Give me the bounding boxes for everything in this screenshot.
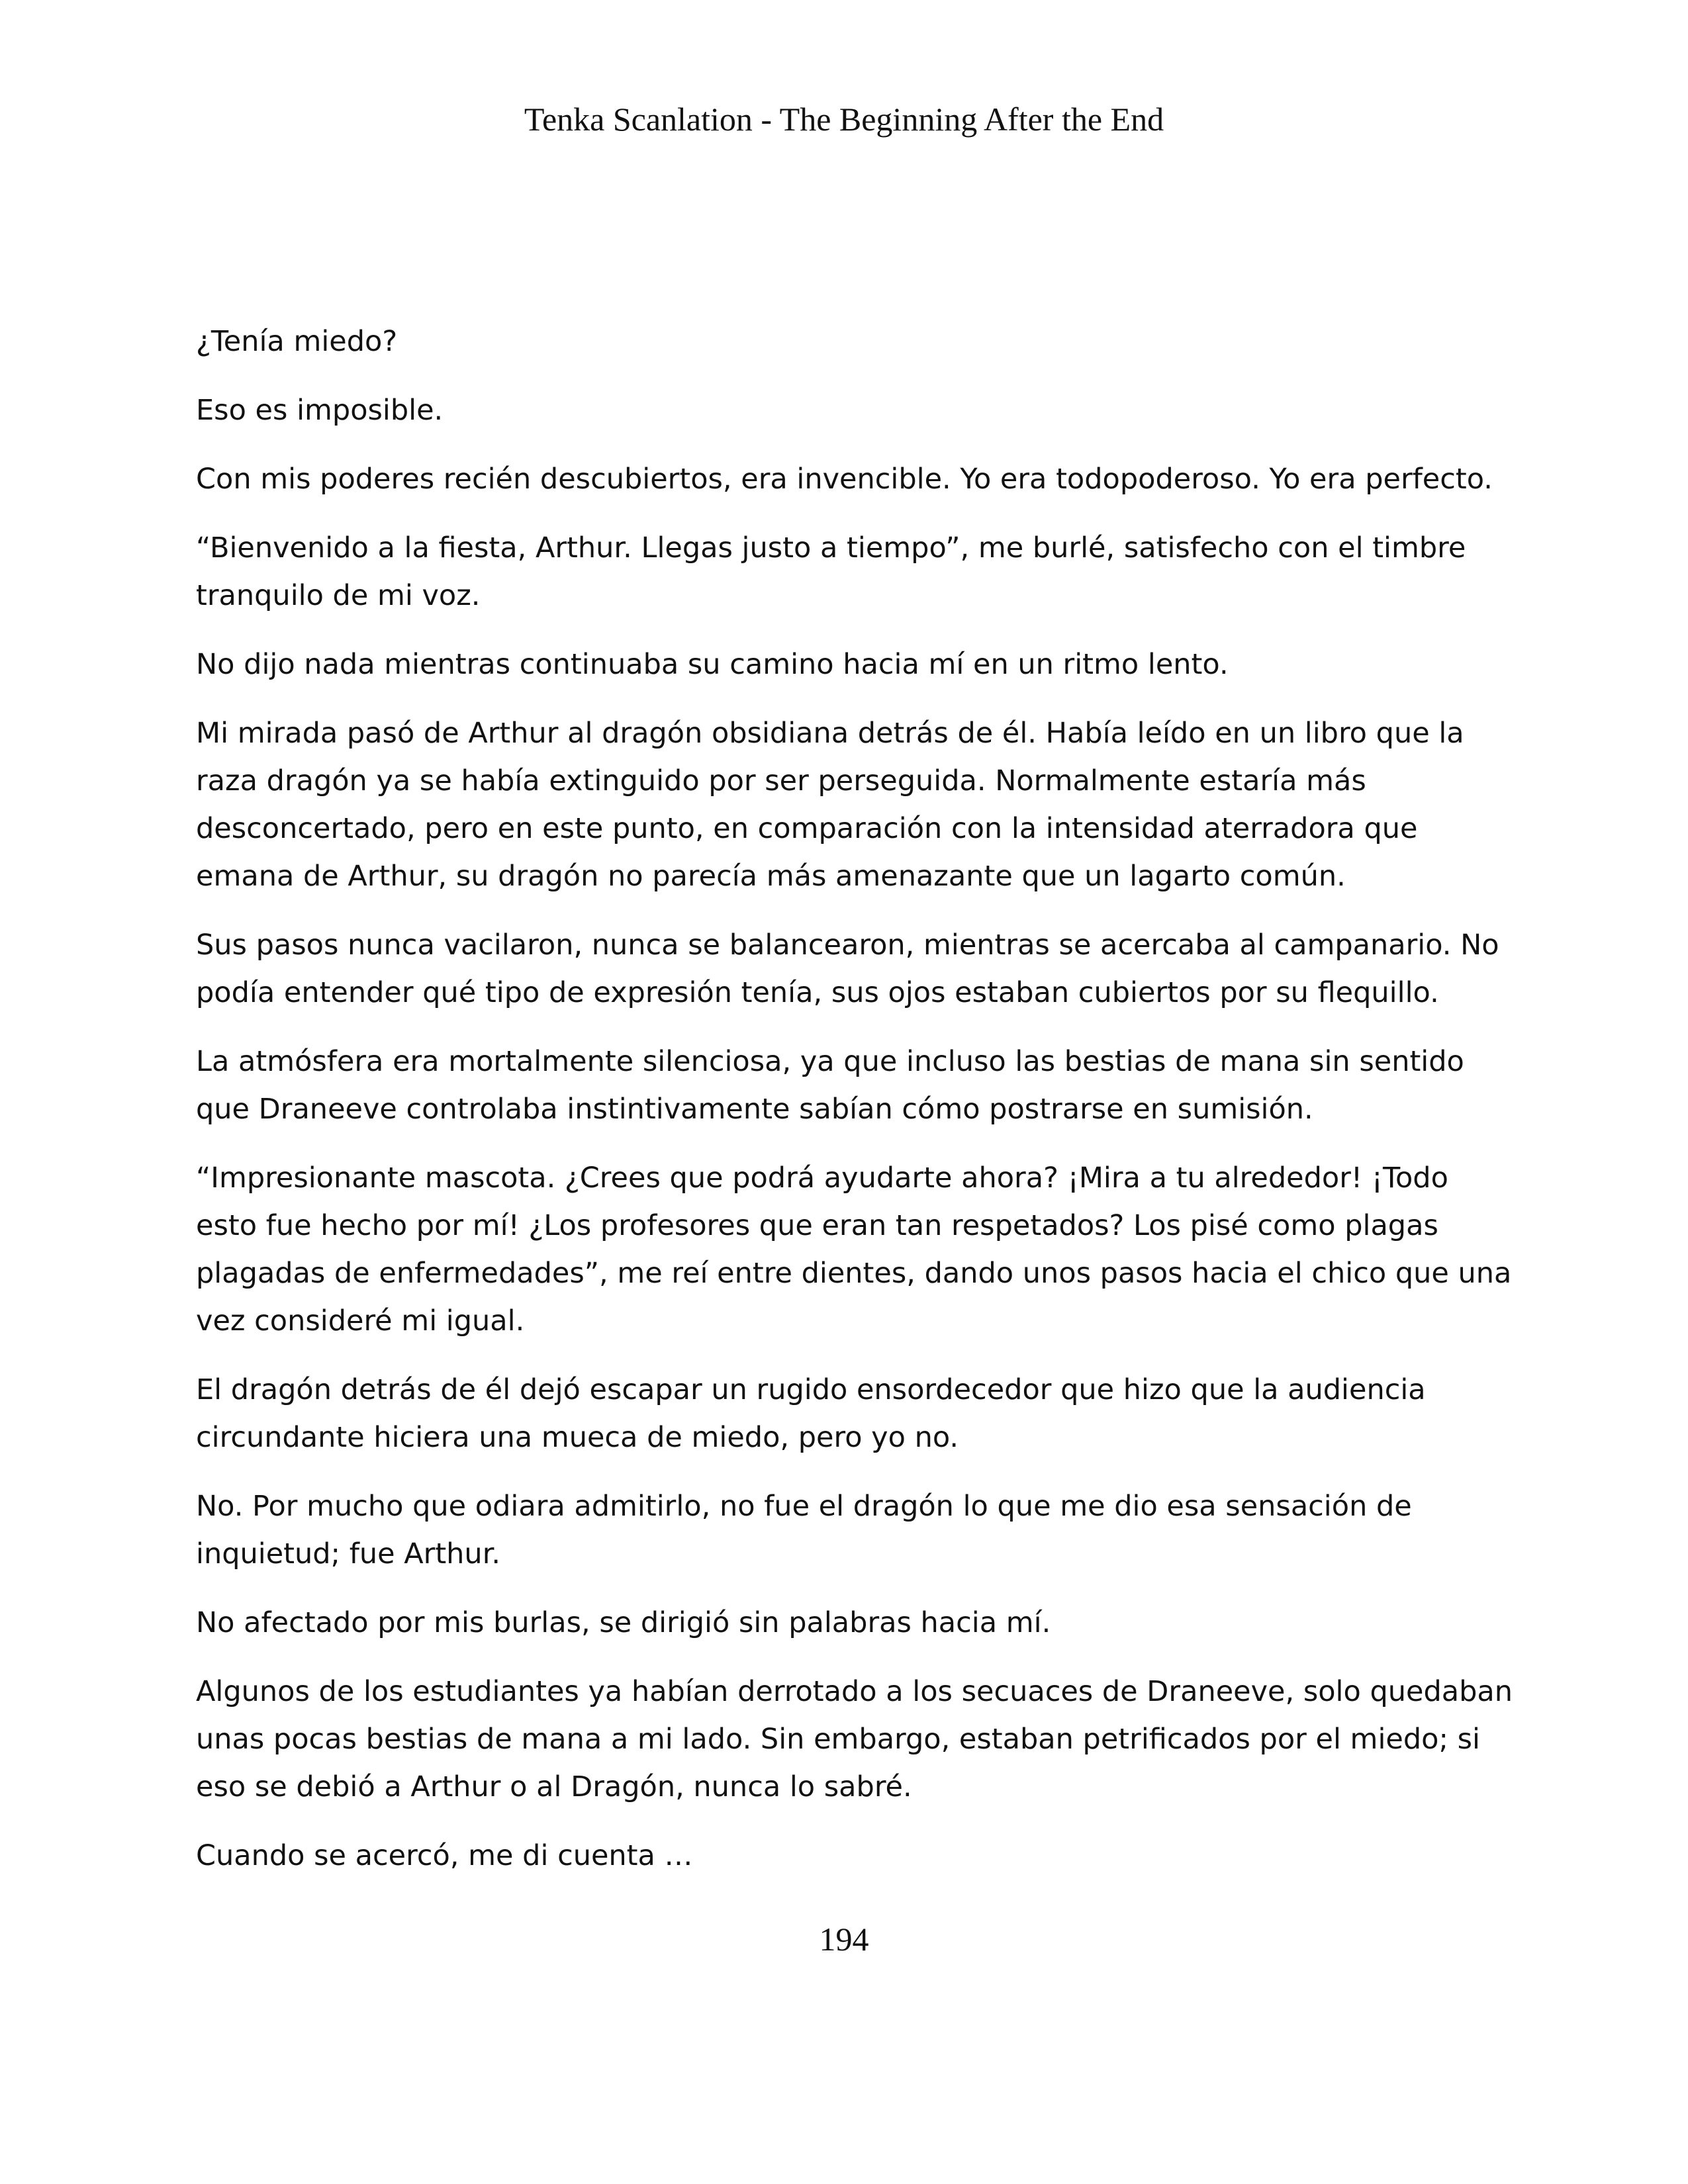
paragraph: El dragón detrás de él dejó escapar un rugido ensordecedor que hizo que la audiencia circundante hiciera una mueca de miedo, pero yo no.	[196, 1373, 1426, 1454]
paragraph: No. Por mucho que odiara admitirlo, no fue el dragón lo que me dio esa sensación de inquietud; fue Arthur.	[196, 1490, 1412, 1570]
paragraph: No afectado por mis burlas, se dirigió sin palabras hacia mí.	[196, 1606, 1051, 1639]
page-number: 194	[819, 1921, 869, 1958]
paragraph: “Bienvenido a la fiesta, Arthur. Llegas justo a tiempo”, me burlé, satisfecho con el timbre tranquilo de mi voz.	[196, 531, 1466, 612]
body-text	[196, 318, 1513, 1901]
paragraph: ¿Tenía miedo?	[196, 325, 398, 358]
page-header-title: Tenka Scanlation - The Beginning After the End	[524, 101, 1164, 138]
paragraph: Eso es imposible.	[196, 394, 444, 427]
paragraph: No dijo nada mientras continuaba su camino hacia mí en un ritmo lento.	[196, 648, 1229, 681]
paragraph: Cuando se acercó, me di cuenta …	[196, 1839, 693, 1872]
paragraph: Mi mirada pasó de Arthur al dragón obsidiana detrás de él. Había leído en un libro que la raza dragón ya se había extinguido por ser perseguida. Normalmente estaría más desconcertado, pero en este punto, en comparación con la intensidad aterradora que emana de Arthur, su dragón no parecía más amenazante que un lagarto común.	[196, 717, 1464, 893]
paragraph: La atmósfera era mortalmente silenciosa, ya que incluso las bestias de mana sin sentido que Draneeve controlaba instintivamente sabían cómo postrarse en sumisión.	[196, 1045, 1464, 1126]
paragraph: Con mis poderes recién descubiertos, era invencible. Yo era todopoderoso. Yo era perfecto.	[196, 463, 1493, 496]
paragraph: Sus pasos nunca vacilaron, nunca se balancearon, mientras se acercaba al campanario. No podía entender qué tipo de expresión tenía, sus ojos estaban cubiertos por su flequillo.	[196, 929, 1499, 1009]
paragraph: “Impresionante mascota. ¿Crees que podrá ayudarte ahora? ¡Mira a tu alrededor! ¡Todo esto fue hecho por mí! ¿Los profesores que eran tan respetados? Los pisé como plagas plagadas de enfermedades”, me reí entre dientes, dando unos pasos hacia el chico que una vez consideré mi igual.	[196, 1161, 1512, 1338]
paragraph: Algunos de los estudiantes ya habían derrotado a los secuaces de Draneeve, solo quedaban unas pocas bestias de mana a mi lado. Sin embargo, estaban petrificados por el miedo; si eso se debió a Arthur o al Dragón, nunca lo sabré.	[196, 1675, 1513, 1803]
